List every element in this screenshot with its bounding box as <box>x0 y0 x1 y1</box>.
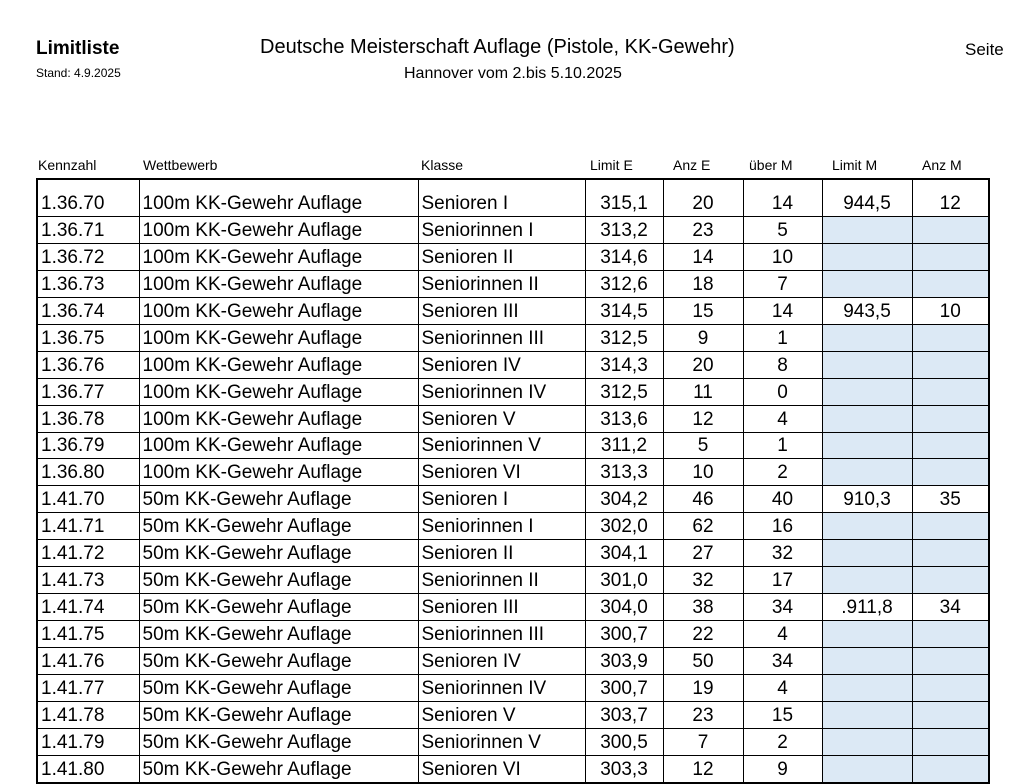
col-header-ueber-m: über M <box>749 157 793 173</box>
page-label: Seite <box>965 40 1004 59</box>
table-cell: 943,5 <box>822 297 912 324</box>
table-cell: 100m KK-Gewehr Auflage <box>139 405 418 432</box>
table-cell: Seniorinnen V <box>418 432 585 459</box>
table-cell: 50m KK-Gewehr Auflage <box>139 513 418 540</box>
table-cell: 1.41.73 <box>37 567 139 594</box>
table-cell: 312,6 <box>585 270 663 297</box>
table-cell: 1.41.79 <box>37 728 139 755</box>
table-cell: 32 <box>743 540 822 567</box>
table-cell: 35 <box>912 486 989 513</box>
table-cell: 4 <box>743 405 822 432</box>
table-cell: Seniorinnen II <box>418 567 585 594</box>
table-cell <box>822 270 912 297</box>
table-cell <box>822 513 912 540</box>
table-cell <box>822 351 912 378</box>
table-cell: 1.36.76 <box>37 351 139 378</box>
table-row <box>37 243 989 270</box>
table-cell <box>912 378 989 405</box>
table-cell: 312,5 <box>585 324 663 351</box>
table-cell: 1.36.71 <box>37 217 139 244</box>
table-cell: 5 <box>663 432 743 459</box>
table-cell: 100m KK-Gewehr Auflage <box>139 432 418 459</box>
table-cell: 1.41.70 <box>37 486 139 513</box>
table-row <box>37 621 989 648</box>
table-cell <box>822 755 912 782</box>
table-cell: 2 <box>743 459 822 486</box>
table-cell: 7 <box>743 270 822 297</box>
table-cell: 315,1 <box>585 179 663 217</box>
table-cell: 2 <box>743 728 822 755</box>
table-cell: Senioren II <box>418 540 585 567</box>
table-cell: 32 <box>663 567 743 594</box>
table-cell: Senioren VI <box>418 755 585 782</box>
table-row <box>37 297 989 324</box>
table-cell: 50m KK-Gewehr Auflage <box>139 594 418 621</box>
table-cell: 1.41.80 <box>37 755 139 782</box>
table-cell: 14 <box>743 297 822 324</box>
table-cell: 9 <box>663 324 743 351</box>
table-row <box>37 701 989 728</box>
table-cell: Seniorinnen I <box>418 513 585 540</box>
table-cell: 314,3 <box>585 351 663 378</box>
table-cell: 40 <box>743 486 822 513</box>
table-cell: 50m KK-Gewehr Auflage <box>139 674 418 701</box>
table-cell: 1.36.73 <box>37 270 139 297</box>
table-cell: 1.41.74 <box>37 594 139 621</box>
table-cell <box>912 459 989 486</box>
table-cell: Senioren II <box>418 243 585 270</box>
table-cell: 1 <box>743 432 822 459</box>
table-row <box>37 648 989 675</box>
limit-table <box>36 178 990 784</box>
table-cell <box>822 621 912 648</box>
table-cell: 8 <box>743 351 822 378</box>
table-cell: 23 <box>663 701 743 728</box>
table-cell: 12 <box>663 405 743 432</box>
col-header-limit-e: Limit E <box>590 157 633 173</box>
table-cell: Seniorinnen IV <box>418 378 585 405</box>
table-cell: 313,2 <box>585 217 663 244</box>
table-cell: 312,5 <box>585 378 663 405</box>
table-cell: Senioren V <box>418 405 585 432</box>
table-cell: 910,3 <box>822 486 912 513</box>
table-cell <box>912 648 989 675</box>
table-cell: 1.41.78 <box>37 701 139 728</box>
table-cell: 1.36.80 <box>37 459 139 486</box>
table-cell: Seniorinnen III <box>418 621 585 648</box>
table-cell: 1.41.71 <box>37 513 139 540</box>
table-cell <box>912 674 989 701</box>
table-cell <box>822 243 912 270</box>
table-cell: 20 <box>663 351 743 378</box>
table-row <box>37 270 989 297</box>
table-cell: Senioren I <box>418 486 585 513</box>
table-cell: 12 <box>912 179 989 217</box>
table-cell: 23 <box>663 217 743 244</box>
table-cell <box>822 540 912 567</box>
table-cell: 50m KK-Gewehr Auflage <box>139 755 418 782</box>
table-row <box>37 324 989 351</box>
table-cell: 300,5 <box>585 728 663 755</box>
table-cell: 304,0 <box>585 594 663 621</box>
table-cell: Senioren IV <box>418 351 585 378</box>
table-cell: Senioren I <box>418 179 585 217</box>
table-cell: 22 <box>663 621 743 648</box>
table-cell: 303,7 <box>585 701 663 728</box>
table-row <box>37 755 989 782</box>
table-cell: 1.41.72 <box>37 540 139 567</box>
table-cell: 16 <box>743 513 822 540</box>
table-cell: 1.41.77 <box>37 674 139 701</box>
table-cell <box>912 270 989 297</box>
table-cell: 1.36.78 <box>37 405 139 432</box>
table-cell <box>822 728 912 755</box>
table-cell: 1.36.70 <box>37 179 139 217</box>
table-cell: 1.36.79 <box>37 432 139 459</box>
table-cell: 50m KK-Gewehr Auflage <box>139 701 418 728</box>
table-cell: 50m KK-Gewehr Auflage <box>139 567 418 594</box>
table-cell: 300,7 <box>585 674 663 701</box>
table-row <box>37 486 989 513</box>
table-cell: 19 <box>663 674 743 701</box>
table-cell: 100m KK-Gewehr Auflage <box>139 324 418 351</box>
table-cell <box>912 243 989 270</box>
table-row <box>37 217 989 244</box>
table-cell: 20 <box>663 179 743 217</box>
table-cell: 1.36.77 <box>37 378 139 405</box>
table-cell: 100m KK-Gewehr Auflage <box>139 179 418 217</box>
table-cell <box>912 701 989 728</box>
table-cell: Senioren VI <box>418 459 585 486</box>
table-cell <box>822 701 912 728</box>
table-cell: Seniorinnen II <box>418 270 585 297</box>
table-cell: Seniorinnen III <box>418 324 585 351</box>
col-header-limit-m: Limit M <box>832 157 878 173</box>
table-cell: 1.36.75 <box>37 324 139 351</box>
table-cell: 34 <box>912 594 989 621</box>
table-cell: 100m KK-Gewehr Auflage <box>139 270 418 297</box>
table-cell: 27 <box>663 540 743 567</box>
table-cell: 301,0 <box>585 567 663 594</box>
table-cell <box>822 648 912 675</box>
table-row <box>37 513 989 540</box>
table-cell <box>912 621 989 648</box>
table-cell <box>822 674 912 701</box>
table-cell <box>912 217 989 244</box>
table-cell <box>912 405 989 432</box>
table-cell: 14 <box>663 243 743 270</box>
table-cell: .911,8 <box>822 594 912 621</box>
table-cell <box>822 567 912 594</box>
table-cell: 15 <box>663 297 743 324</box>
table-row <box>37 728 989 755</box>
table-cell: 62 <box>663 513 743 540</box>
table-cell: Seniorinnen V <box>418 728 585 755</box>
table-cell: 313,6 <box>585 405 663 432</box>
table-cell: 10 <box>912 297 989 324</box>
table-cell <box>822 378 912 405</box>
table-cell: 100m KK-Gewehr Auflage <box>139 378 418 405</box>
table-cell: 15 <box>743 701 822 728</box>
table-cell <box>822 217 912 244</box>
table-cell: 1.41.76 <box>37 648 139 675</box>
table-cell <box>912 755 989 782</box>
event-venue: Hannover vom 2.bis 5.10.2025 <box>404 65 622 82</box>
table-cell: Senioren III <box>418 594 585 621</box>
table-cell: 4 <box>743 674 822 701</box>
table-cell: 100m KK-Gewehr Auflage <box>139 459 418 486</box>
col-header-kennzahl: Kennzahl <box>38 157 97 173</box>
table-row <box>37 179 989 217</box>
table-cell: 944,5 <box>822 179 912 217</box>
event-title: Deutsche Meisterschaft Auflage (Pistole, KK-Gewehr) <box>260 36 735 58</box>
table-cell: 302,0 <box>585 513 663 540</box>
col-header-anz-m: Anz M <box>922 157 962 173</box>
table-cell: 313,3 <box>585 459 663 486</box>
table-cell <box>912 432 989 459</box>
table-cell: 100m KK-Gewehr Auflage <box>139 217 418 244</box>
table-cell: 50m KK-Gewehr Auflage <box>139 540 418 567</box>
table-cell: 0 <box>743 378 822 405</box>
table-cell <box>912 324 989 351</box>
table-cell: 9 <box>743 755 822 782</box>
table-cell: 303,9 <box>585 648 663 675</box>
table-row <box>37 567 989 594</box>
table-cell: 38 <box>663 594 743 621</box>
table-cell <box>822 459 912 486</box>
table-cell: 34 <box>743 594 822 621</box>
table-cell: 314,5 <box>585 297 663 324</box>
table-cell: 12 <box>663 755 743 782</box>
table-cell: 46 <box>663 486 743 513</box>
table-cell <box>912 728 989 755</box>
table-cell <box>822 432 912 459</box>
table-row <box>37 432 989 459</box>
table-cell: 10 <box>743 243 822 270</box>
table-row <box>37 405 989 432</box>
table-row <box>37 540 989 567</box>
table-cell: 50m KK-Gewehr Auflage <box>139 486 418 513</box>
table-cell: 5 <box>743 217 822 244</box>
table-cell: 1.41.75 <box>37 621 139 648</box>
table-row <box>37 459 989 486</box>
table-row <box>37 351 989 378</box>
table-cell: 18 <box>663 270 743 297</box>
table-cell: 311,2 <box>585 432 663 459</box>
table-cell: 300,7 <box>585 621 663 648</box>
table-cell: 50 <box>663 648 743 675</box>
table-cell: 100m KK-Gewehr Auflage <box>139 351 418 378</box>
table-cell <box>912 540 989 567</box>
table-row <box>37 378 989 405</box>
table-cell: 314,6 <box>585 243 663 270</box>
table-cell: 50m KK-Gewehr Auflage <box>139 621 418 648</box>
table-cell: 100m KK-Gewehr Auflage <box>139 243 418 270</box>
col-header-anz-e: Anz E <box>673 157 711 173</box>
table-row <box>37 674 989 701</box>
table-cell: 34 <box>743 648 822 675</box>
table-cell: Senioren IV <box>418 648 585 675</box>
table-row <box>37 594 989 621</box>
table-cell: 50m KK-Gewehr Auflage <box>139 648 418 675</box>
table-cell: 304,2 <box>585 486 663 513</box>
table-cell <box>912 567 989 594</box>
table-cell: 303,3 <box>585 755 663 782</box>
table-cell: 1 <box>743 324 822 351</box>
table-cell: 304,1 <box>585 540 663 567</box>
table-cell: 4 <box>743 621 822 648</box>
stand-date: Stand: 4.9.2025 <box>36 66 121 80</box>
table-cell: 1.36.72 <box>37 243 139 270</box>
table-cell: Seniorinnen IV <box>418 674 585 701</box>
table-cell <box>822 405 912 432</box>
col-header-klasse: Klasse <box>421 157 464 173</box>
list-title: Limitliste <box>36 38 120 59</box>
table-cell: 7 <box>663 728 743 755</box>
table-cell: 1.36.74 <box>37 297 139 324</box>
table-cell: 50m KK-Gewehr Auflage <box>139 728 418 755</box>
table-cell <box>912 351 989 378</box>
table-cell: 10 <box>663 459 743 486</box>
col-header-wettbewerb: Wettbewerb <box>143 157 218 173</box>
table-cell: 17 <box>743 567 822 594</box>
table-cell: 100m KK-Gewehr Auflage <box>139 297 418 324</box>
table-cell <box>822 324 912 351</box>
table-cell: Senioren V <box>418 701 585 728</box>
table-cell: Seniorinnen I <box>418 217 585 244</box>
table-cell: Senioren III <box>418 297 585 324</box>
table-cell <box>912 513 989 540</box>
table-cell: 11 <box>663 378 743 405</box>
table-cell: 14 <box>743 179 822 217</box>
